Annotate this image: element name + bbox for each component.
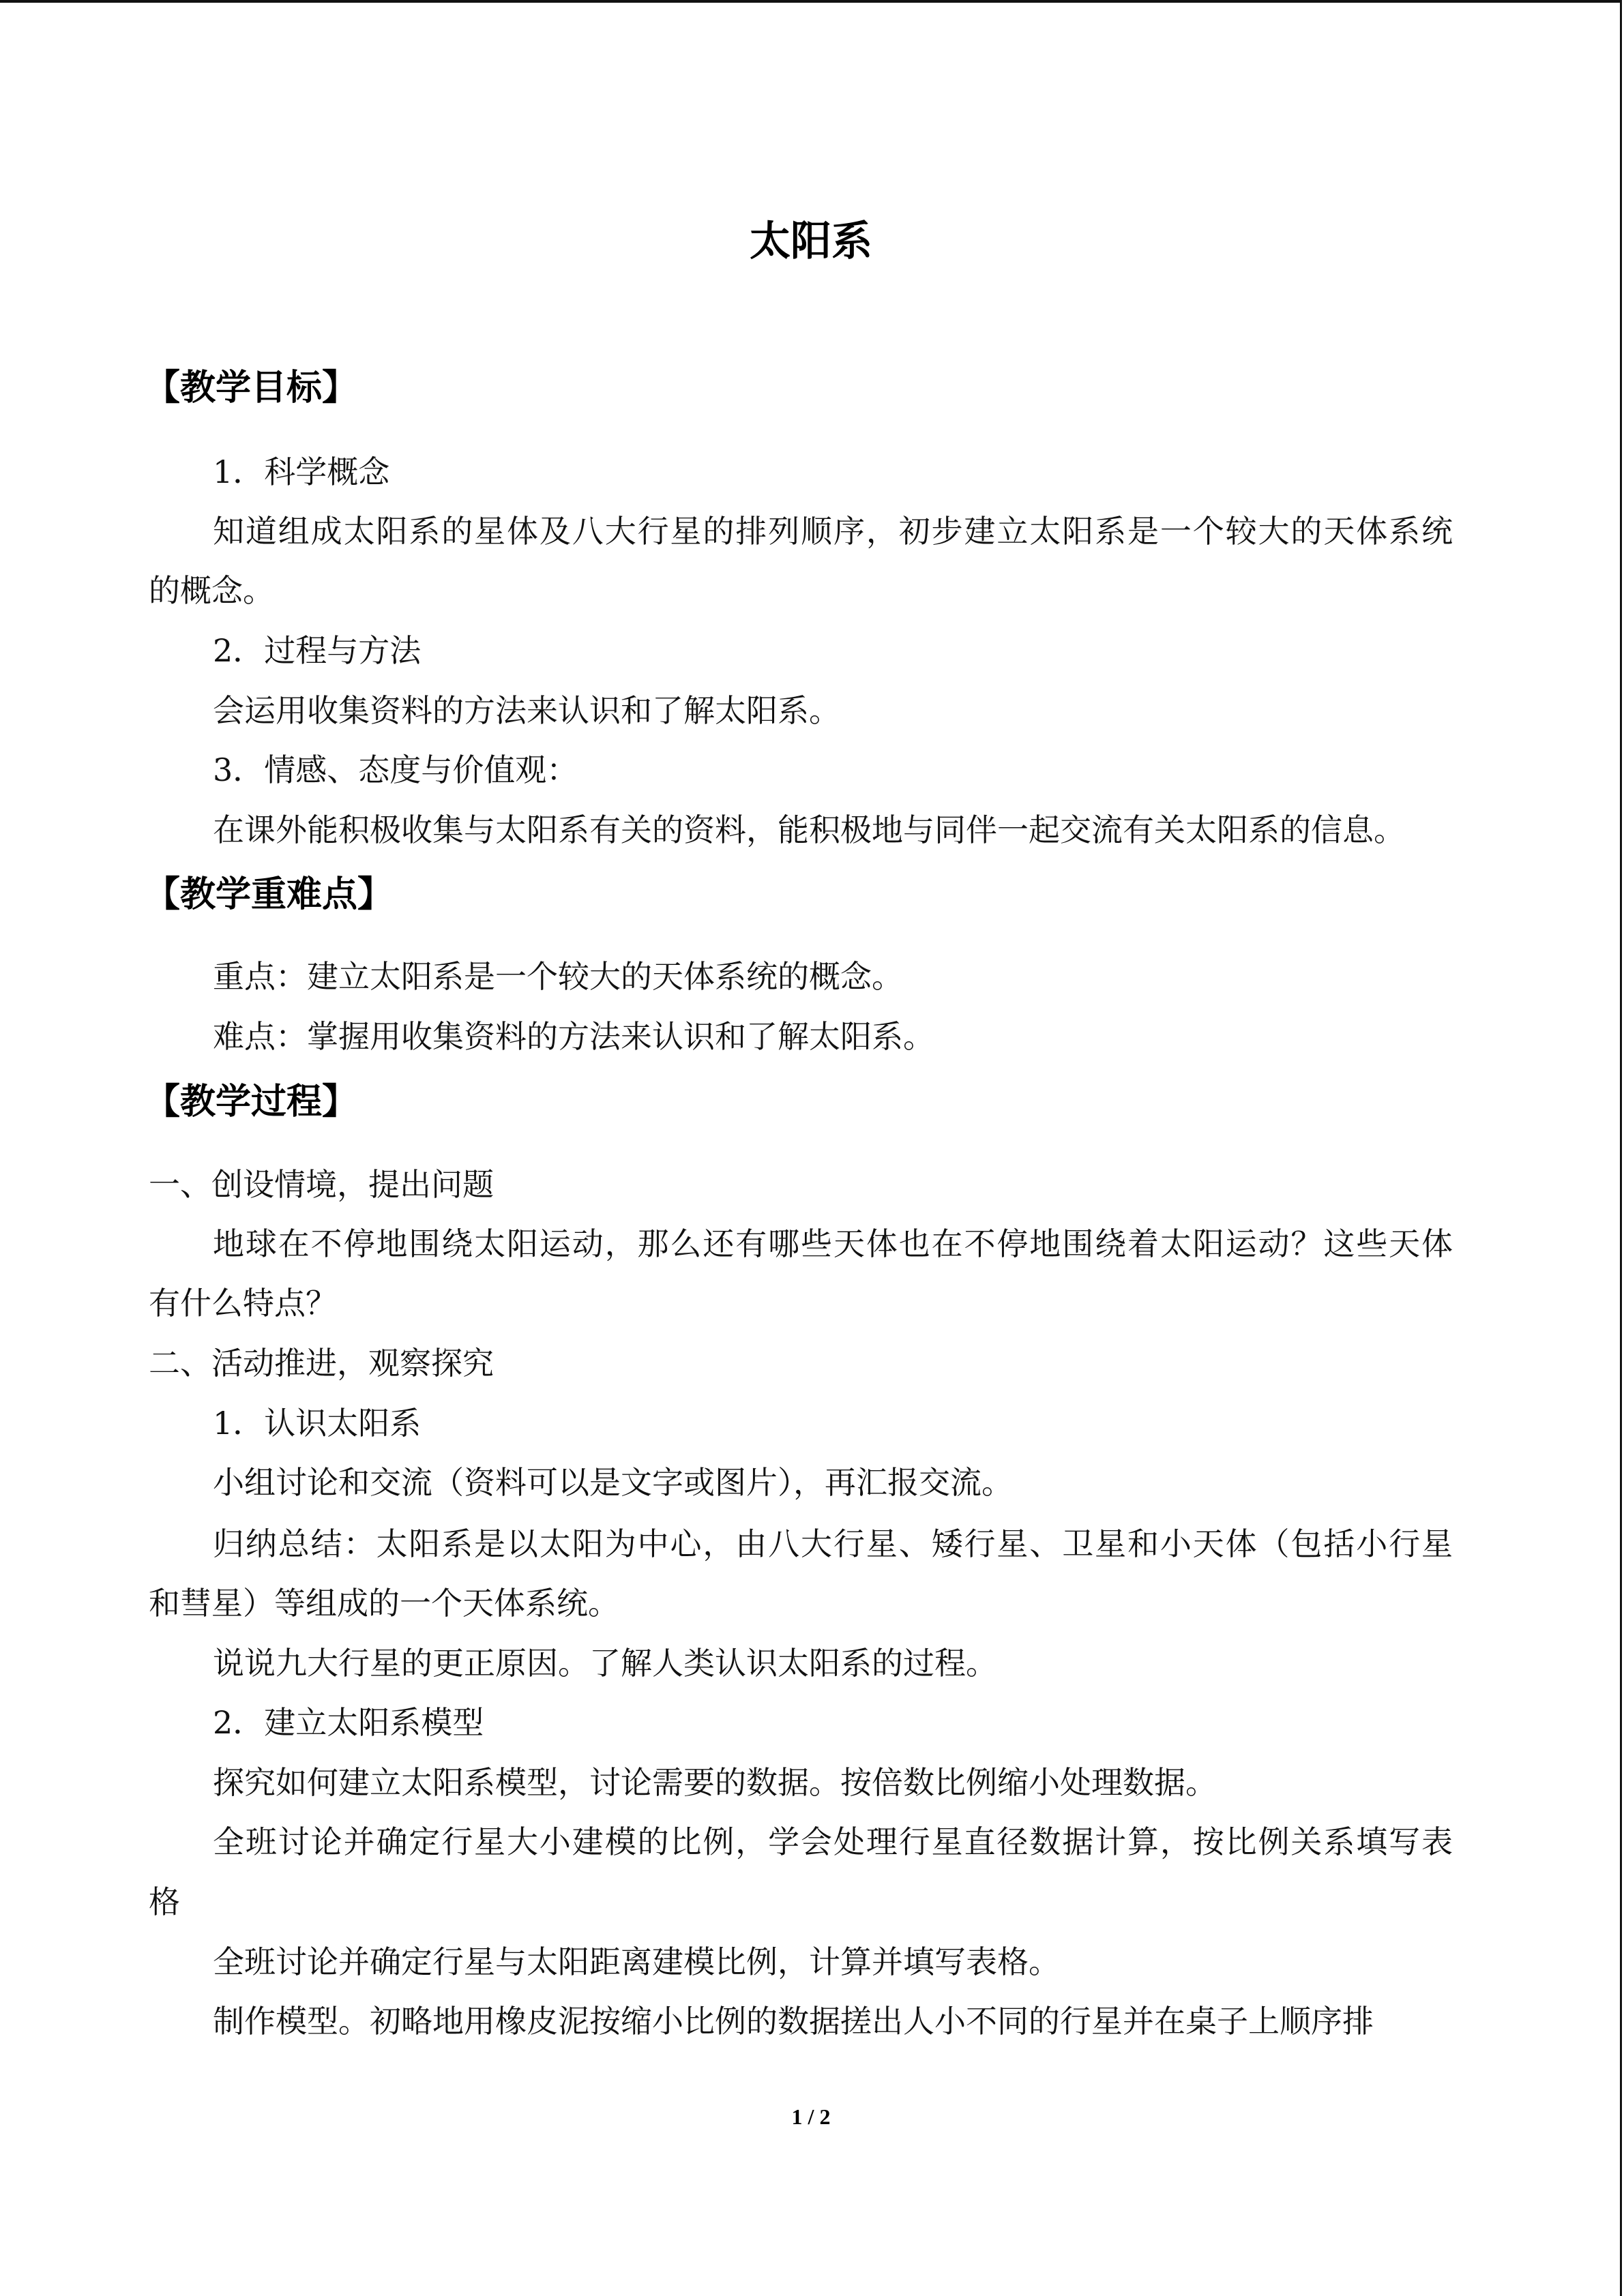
objective-text: 在课外能积极收集与太阳系有关的资料，能积极地与同伴一起交流有关太阳系的信息。: [213, 811, 1405, 848]
process-sub-2-label: 2．建立太阳系模型: [213, 1704, 484, 1741]
process-text: 制作模型。初略地用橡皮泥按缩小比例的数据搓出人小不同的行星并在桌子上顺序排: [213, 2003, 1374, 2040]
key-point-text: 重点：建立太阳系是一个较大的天体系统的概念。: [213, 958, 903, 995]
process-text: 地球在不停地围绕太阳运动，那么还有哪些天体也在不停地围绕着太阳运动？这些天体: [213, 1225, 1453, 1262]
objective-text: 知道组成太阳系的星体及八大行星的排列顺序，初步建立太阳系是一个较大的天体系统: [213, 513, 1453, 550]
process-text: 格: [149, 1883, 180, 1920]
process-part-2-title: 二、活动推进，观察探究: [149, 1345, 494, 1382]
process-text: 全班讨论并确定行星大小建模的比例，学会处理行星直径数据计算，按比例关系填写表: [213, 1823, 1453, 1860]
objective-text: 会运用收集资料的方法来认识和了解太阳系。: [213, 692, 840, 729]
process-sub-1-label: 1．认识太阳系: [213, 1405, 422, 1442]
heading-key-points: 【教学重难点】: [145, 874, 394, 915]
objective-label-1: 1．科学概念: [213, 453, 390, 490]
process-text: 和彗星）等组成的一个天体系统。: [149, 1585, 619, 1622]
heading-objectives: 【教学目标】: [145, 368, 358, 408]
process-text: 探究如何建立太阳系模型，讨论需要的数据。按倍数比例缩小处理数据。: [213, 1764, 1217, 1801]
process-text: 归纳总结：太阳系是以太阳为中心，由八大行星、矮行星、卫星和小天体（包括小行星: [213, 1525, 1453, 1562]
process-part-1-title: 一、创设情境，提出问题: [149, 1166, 494, 1203]
objective-label-2: 2．过程与方法: [213, 632, 422, 669]
heading-process: 【教学过程】: [145, 1082, 358, 1122]
process-text: 说说九大行星的更正原因。了解人类认识太阳系的过程。: [213, 1645, 997, 1682]
objective-label-3: 3．情感、态度与价值观：: [213, 751, 578, 788]
objective-text: 的概念。: [149, 572, 274, 609]
difficult-point-text: 难点：掌握用收集资料的方法来认识和了解太阳系。: [213, 1018, 934, 1055]
document-title: 太阳系: [750, 218, 872, 265]
process-text: 小组讨论和交流（资料可以是文字或图片），再汇报交流。: [213, 1464, 1013, 1501]
page-number: 1 / 2: [791, 2104, 831, 2129]
process-text: 有什么特点？: [149, 1285, 337, 1322]
process-text: 全班讨论并确定行星与太阳距离建模比例，计算并填写表格。: [213, 1943, 1060, 1980]
